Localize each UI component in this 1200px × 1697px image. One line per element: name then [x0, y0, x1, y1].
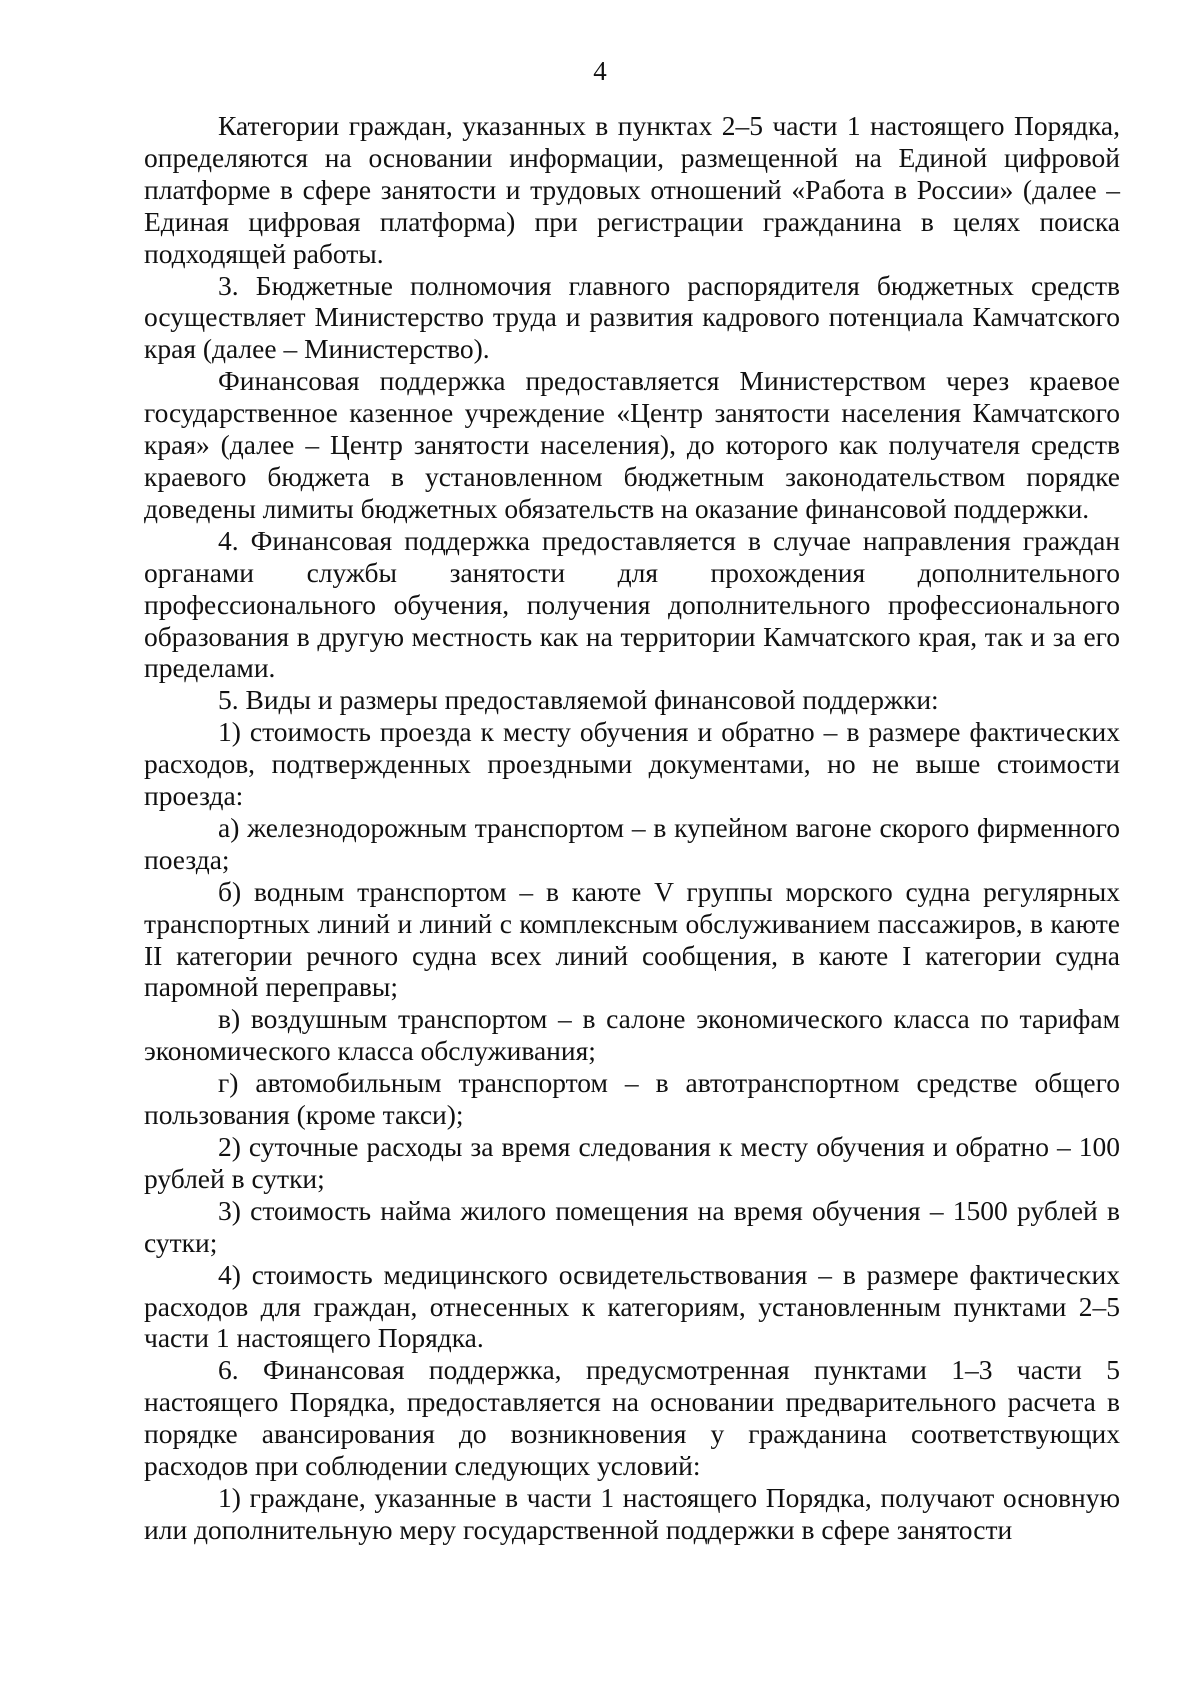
paragraph-item-a-railway: а) железнодорожным транспортом – в купейном вагоне скорого фирменного поезда;: [144, 811, 1120, 875]
paragraph-section-5: 5. Виды и размеры предоставляемой финансовой поддержки:: [218, 684, 939, 716]
paragraph-citizen-categories: Категории граждан, указанных в пунктах 2–5 части 1 настоящего Порядка, определяются на основании информации, размещенной на Единой цифровой платформе в сфере занятости и трудовых отношений «Работа в России» (далее – Единая цифровая платформа) при регистрации гражданина в целях поиска подходящей работы.: [144, 110, 1120, 269]
paragraph-section-3: 3. Бюджетные полномочия главного распорядителя бюджетных средств осуществляет Министерство труда и развития кадрового потенциала Камчатского края (далее – Министерство).: [144, 269, 1120, 365]
paragraph-item-b-water: б) водным транспортом – в каюте V группы морского судна регулярных транспортных линий и линий с комплексным обслуживанием пассажиров, в каюте II категории речного судна всех линий сообщения, в каюте I категории судна паромной переправы;: [144, 875, 1120, 1003]
paragraph-item-2-daily-expenses: 2) суточные расходы за время следования к месту обучения и обратно – 100 рублей в сутки;: [144, 1131, 1120, 1194]
paragraph-section-6: 6. Финансовая поддержка, предусмотренная пунктами 1–3 части 5 настоящего Порядка, предоставляется на основании предварительного расчета в порядке авансирования до возникновения у гражданина соответствующих расходов при соблюдении следующих условий:: [144, 1354, 1120, 1482]
paragraph-item-1-travel-cost: 1) стоимость проезда к месту обучения и обратно – в размере фактических расходов, подтвержденных проездными документами, но не выше стоимости проезда:: [144, 716, 1120, 812]
paragraph-item-4-medical: 4) стоимость медицинского освидетельствования – в размере фактических расходов для граждан, отнесенных к категориям, установленным пунктами 2–5 части 1 настоящего Порядка.: [144, 1258, 1120, 1354]
paragraph-item-v-air: в) воздушным транспортом – в салоне экономического класса по тарифам экономического класса обслуживания;: [144, 1003, 1120, 1067]
paragraph-financial-support-provider: Финансовая поддержка предоставляется Министерством через краевое государственное казенное учреждение «Центр занятости населения Камчатского края» (далее – Центр занятости населения), до которого как получателя средств краевого бюджета в установленном бюджетным законодательством порядке доведены лимиты бюджетных обязательств на оказание финансовой поддержки.: [144, 365, 1120, 524]
document-body: [144, 110, 1120, 1546]
paragraph-section-4: 4. Финансовая поддержка предоставляется в случае направления граждан органами службы занятости для прохождения дополнительного профессионального обучения, получения дополнительного профессионального образования в другую местность как на территории Камчатского края, так и за его пределами.: [144, 524, 1120, 684]
page-number: 4: [593, 56, 607, 86]
paragraph-item-g-road: г) автомобильным транспортом – в автотранспортном средстве общего пользования (кроме такси);: [144, 1067, 1120, 1131]
paragraph-condition-1: 1) граждане, указанные в части 1 настоящего Порядка, получают основную или дополнительную меру государственной поддержки в сфере занятости: [144, 1481, 1120, 1545]
paragraph-item-3-accommodation: 3) стоимость найма жилого помещения на время обучения – 1500 рублей в сутки;: [144, 1194, 1120, 1258]
